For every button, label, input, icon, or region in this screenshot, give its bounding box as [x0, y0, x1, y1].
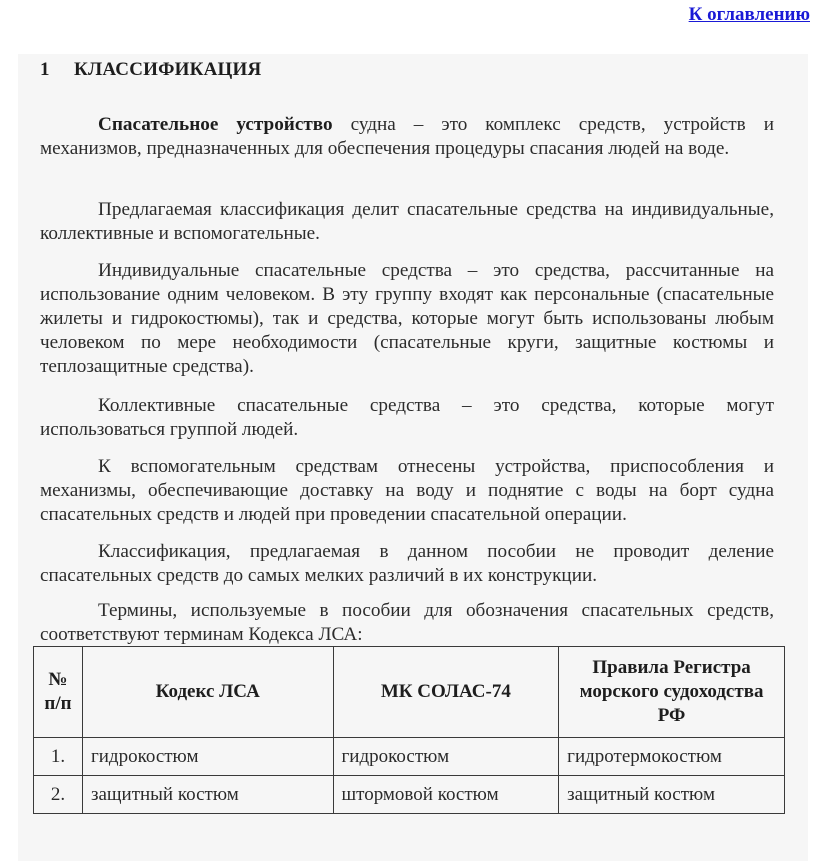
paragraph-auxiliary: К вспомогательным средствам отнесены устройства, приспособления и механизмы, обеспечивающие доставку на воду и поднятие с воды на борт судна спасательных средств и людей при проведении спасательной операции. [40, 456, 774, 525]
header-lsa-code: Кодекс ЛСА [82, 647, 333, 738]
terms-table [33, 646, 785, 814]
table-of-contents-link[interactable]: К оглавлению [688, 4, 810, 25]
section-number: 1 [40, 59, 50, 80]
row-number: 1. [34, 738, 83, 776]
paragraph-collective: Коллективные спасательные средства – это средства, которые могут использоваться группой людей. [40, 395, 774, 440]
table-header-row [34, 647, 785, 738]
header-register-rules: Правила Регистра морского судоходства РФ [559, 647, 785, 738]
table-row [34, 738, 785, 776]
paragraph-individual: Индивидуальные спасательные средства – это средства, рассчитанные на использование одним человеком. В эту группу входят как персональные (спасательные жилеты и гидрокостюмы), так и средства, которые могут быть использованы любым человеком по мере необходимости (спасательные круги, защитные костюмы и теплозащитные средства). [40, 260, 774, 377]
table-row [34, 776, 785, 814]
cell-solas: гидрокостюм [333, 738, 559, 776]
cell-register: гидротермокостюм [559, 738, 785, 776]
paragraph-terms: Термины, используемые в пособии для обозначения спасательных средств, соответствуют терминам Кодекса ЛСА: [40, 600, 774, 645]
header-solas: МК СОЛАС-74 [333, 647, 559, 738]
term-bold: Спасательное устройство [98, 114, 333, 135]
cell-register: защитный костюм [559, 776, 785, 814]
cell-lsa: гидрокостюм [82, 738, 333, 776]
cell-solas: штормовой костюм [333, 776, 559, 814]
paragraph-definition [40, 113, 774, 161]
header-number: № п/п [34, 647, 83, 738]
cell-lsa: защитный костюм [82, 776, 333, 814]
section-title: КЛАССИФИКАЦИЯ [74, 59, 262, 80]
paragraph-text: судна – это комплекс средств, устройств и механизмов, предназначенных для обеспечения процедуры спасания людей на воде. [40, 114, 774, 159]
paragraph-classification: Предлагаемая классификация делит спасательные средства на индивидуальные, коллективные и вспомогательные. [40, 199, 774, 244]
row-number: 2. [34, 776, 83, 814]
section-heading [40, 59, 261, 81]
paragraph-scope: Классификация, предлагаемая в данном пособии не проводит деление спасательных средств до самых мелких различий в их конструкции. [40, 541, 774, 586]
